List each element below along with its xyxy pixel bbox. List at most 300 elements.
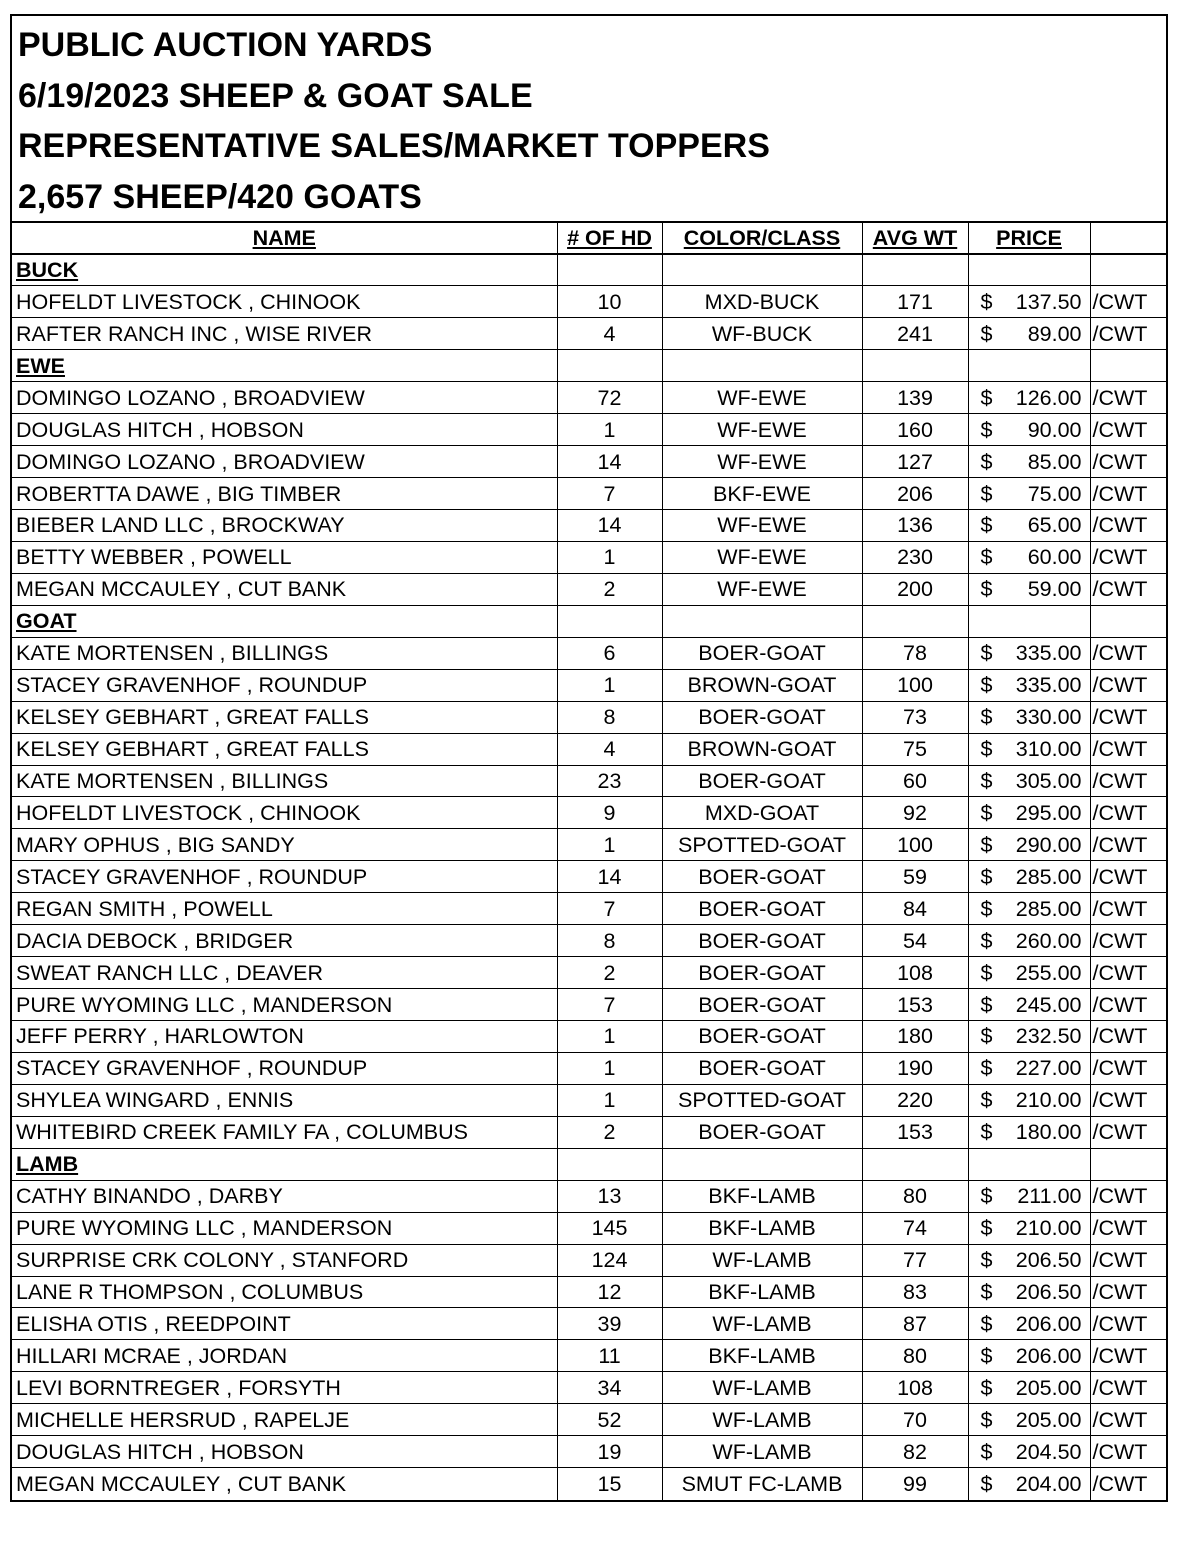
price-unit: /CWT [1090,637,1166,669]
color-class: BOER-GOAT [662,925,862,957]
sale-report [10,14,1168,1502]
currency-symbol: $ [980,1088,993,1113]
price-cell [968,1468,1090,1500]
currency-symbol: $ [980,832,993,857]
head-count: 1 [557,1084,662,1116]
avg-weight: 171 [862,286,968,318]
currency-symbol: $ [980,1471,993,1496]
report-title: PUBLIC AUCTION YARDS [18,26,433,64]
color-class: BOER-GOAT [662,637,862,669]
col-header-name: NAME [12,222,557,254]
col-header-unit [1090,222,1166,254]
price-cell [968,1436,1090,1468]
currency-symbol: $ [980,1184,993,1209]
table-row [12,925,1166,957]
price-unit: /CWT [1090,1021,1166,1053]
avg-weight: 160 [862,414,968,446]
color-class: WF-LAMB [662,1404,862,1436]
head-count: 1 [557,414,662,446]
price-cell [968,1372,1090,1404]
price-unit: /CWT [1090,1404,1166,1436]
price-value: 295.00 [1015,800,1082,825]
avg-weight: 73 [862,701,968,733]
color-class: WF-EWE [662,446,862,478]
table-row [12,733,1166,765]
head-count: 145 [557,1212,662,1244]
avg-weight: 200 [862,573,968,605]
avg-weight: 108 [862,1372,968,1404]
price-cell [968,957,1090,989]
price-cell [968,765,1090,797]
table-row [12,1308,1166,1340]
section-row [12,605,1166,637]
price-unit: /CWT [1090,510,1166,542]
price-cell [968,1084,1090,1116]
seller-name: MEGAN MCCAULEY , CUT BANK [12,1468,557,1500]
color-class: WF-LAMB [662,1308,862,1340]
head-count: 8 [557,925,662,957]
currency-symbol: $ [980,641,993,666]
color-class: BOER-GOAT [662,989,862,1021]
currency-symbol: $ [980,1024,993,1049]
table-row [12,861,1166,893]
color-class: BROWN-GOAT [662,733,862,765]
price-value: 335.00 [1015,673,1082,698]
seller-name: HOFELDT LIVESTOCK , CHINOOK [12,797,557,829]
seller-name: STACEY GRAVENHOF , ROUNDUP [12,669,557,701]
color-class: BOER-GOAT [662,701,862,733]
head-count: 52 [557,1404,662,1436]
seller-name: KELSEY GEBHART , GREAT FALLS [12,733,557,765]
seller-name: STACEY GRAVENHOF , ROUNDUP [12,861,557,893]
price-unit: /CWT [1090,1468,1166,1500]
empty-cell [557,605,662,637]
price-value: 126.00 [1015,385,1082,410]
empty-cell [662,1148,862,1180]
price-cell [968,861,1090,893]
empty-cell [1090,254,1166,286]
currency-symbol: $ [980,864,993,889]
price-unit: /CWT [1090,286,1166,318]
price-cell [968,1116,1090,1148]
head-count: 2 [557,1116,662,1148]
section-row [12,1148,1166,1180]
head-count: 124 [557,1244,662,1276]
seller-name: MARY OPHUS , BIG SANDY [12,829,557,861]
empty-cell [1090,605,1166,637]
color-class: BOER-GOAT [662,1116,862,1148]
head-count: 14 [557,861,662,893]
price-value: 206.50 [1015,1248,1082,1273]
price-value: 206.00 [1015,1343,1082,1368]
table-row [12,446,1166,478]
price-unit: /CWT [1090,1244,1166,1276]
seller-name: MICHELLE HERSRUD , RAPELJE [12,1404,557,1436]
table-row [12,510,1166,542]
currency-symbol: $ [980,1056,993,1081]
price-unit: /CWT [1090,669,1166,701]
seller-name: KELSEY GEBHART , GREAT FALLS [12,701,557,733]
currency-symbol: $ [980,1407,993,1432]
price-value: 75.00 [1027,481,1082,506]
price-value: 206.00 [1015,1311,1082,1336]
price-unit: /CWT [1090,989,1166,1021]
currency-symbol: $ [980,928,993,953]
currency-symbol: $ [980,896,993,921]
table-row [12,765,1166,797]
currency-symbol: $ [980,385,993,410]
price-cell [968,446,1090,478]
price-cell [968,1340,1090,1372]
price-value: 137.50 [1015,289,1082,314]
table-row [12,893,1166,925]
head-count: 2 [557,573,662,605]
head-count: 9 [557,797,662,829]
price-unit: /CWT [1090,1308,1166,1340]
price-unit: /CWT [1090,925,1166,957]
price-cell [968,925,1090,957]
price-value: 285.00 [1015,864,1082,889]
price-cell [968,541,1090,573]
empty-cell [862,1148,968,1180]
empty-cell [968,1148,1090,1180]
currency-symbol: $ [980,800,993,825]
price-unit: /CWT [1090,893,1166,925]
price-unit: /CWT [1090,829,1166,861]
currency-symbol: $ [980,1375,993,1400]
color-class: WF-EWE [662,414,862,446]
avg-weight: 100 [862,829,968,861]
head-count: 1 [557,829,662,861]
price-cell [968,893,1090,925]
price-cell [968,573,1090,605]
color-class: WF-EWE [662,510,862,542]
head-count: 1 [557,541,662,573]
section-title: EWE [12,350,557,382]
currency-symbol: $ [980,1248,993,1273]
avg-weight: 75 [862,733,968,765]
price-unit: /CWT [1090,957,1166,989]
color-class: BKF-LAMB [662,1340,862,1372]
table-row [12,1212,1166,1244]
color-class: BROWN-GOAT [662,669,862,701]
table-row [12,1244,1166,1276]
avg-weight: 190 [862,1052,968,1084]
color-class: BOER-GOAT [662,765,862,797]
price-unit: /CWT [1090,541,1166,573]
avg-weight: 100 [862,669,968,701]
table-row [12,478,1166,510]
price-value: 305.00 [1015,768,1082,793]
table-row [12,382,1166,414]
price-unit: /CWT [1090,318,1166,350]
color-class: BKF-LAMB [662,1212,862,1244]
head-count: 8 [557,701,662,733]
price-value: 232.50 [1015,1024,1082,1049]
head-count: 7 [557,893,662,925]
report-subtitle: REPRESENTATIVE SALES/MARKET TOPPERS [18,127,770,165]
sale-date-line: 6/19/2023 SHEEP & GOAT SALE [18,76,533,115]
price-value: 255.00 [1015,960,1082,985]
head-count: 2 [557,957,662,989]
price-unit: /CWT [1090,1180,1166,1212]
price-cell [968,637,1090,669]
section-row [12,254,1166,286]
price-value: 85.00 [1027,449,1082,474]
price-value: 211.00 [1017,1184,1082,1209]
empty-cell [662,350,862,382]
empty-cell [557,1148,662,1180]
table-row [12,573,1166,605]
price-cell [968,1212,1090,1244]
seller-name: DOMINGO LOZANO , BROADVIEW [12,446,557,478]
price-unit: /CWT [1090,1340,1166,1372]
section-title: BUCK [12,254,557,286]
avg-weight: 87 [862,1308,968,1340]
seller-name: ROBERTTA DAWE , BIG TIMBER [12,478,557,510]
seller-name: BIEBER LAND LLC , BROCKWAY [12,510,557,542]
head-count: 23 [557,765,662,797]
table-row [12,318,1166,350]
currency-symbol: $ [980,417,993,442]
head-count: 19 [557,1436,662,1468]
currency-symbol: $ [980,481,993,506]
seller-name: MEGAN MCCAULEY , CUT BANK [12,573,557,605]
price-value: 60.00 [1027,545,1082,570]
section-title: LAMB [12,1148,557,1180]
avg-weight: 180 [862,1021,968,1053]
avg-weight: 136 [862,510,968,542]
avg-weight: 77 [862,1244,968,1276]
price-cell [968,1308,1090,1340]
price-value: 260.00 [1015,928,1082,953]
color-class: SMUT FC-LAMB [662,1468,862,1500]
head-count: 4 [557,733,662,765]
price-unit: /CWT [1090,382,1166,414]
color-class: BOER-GOAT [662,957,862,989]
currency-symbol: $ [980,321,993,346]
head-count: 1 [557,1052,662,1084]
price-cell [968,1180,1090,1212]
price-cell [968,829,1090,861]
currency-symbol: $ [980,513,993,538]
seller-name: DACIA DEBOCK , BRIDGER [12,925,557,957]
table-row [12,286,1166,318]
empty-cell [1090,1148,1166,1180]
color-class: WF-EWE [662,382,862,414]
color-class: WF-LAMB [662,1372,862,1404]
price-unit: /CWT [1090,414,1166,446]
price-cell [968,510,1090,542]
avg-weight: 139 [862,382,968,414]
price-value: 290.00 [1015,832,1082,857]
color-class: SPOTTED-GOAT [662,1084,862,1116]
empty-cell [662,254,862,286]
price-unit: /CWT [1090,1276,1166,1308]
head-count: 39 [557,1308,662,1340]
currency-symbol: $ [980,673,993,698]
price-unit: /CWT [1090,1084,1166,1116]
avg-weight: 153 [862,1116,968,1148]
head-count: 12 [557,1276,662,1308]
price-value: 210.00 [1015,1216,1082,1241]
price-cell [968,1021,1090,1053]
avg-weight: 84 [862,893,968,925]
avg-weight: 82 [862,1436,968,1468]
seller-name: LEVI BORNTREGER , FORSYTH [12,1372,557,1404]
price-unit: /CWT [1090,1052,1166,1084]
head-count: 11 [557,1340,662,1372]
avg-weight: 230 [862,541,968,573]
price-value: 205.00 [1015,1407,1082,1432]
price-value: 204.00 [1015,1471,1082,1496]
price-value: 65.00 [1027,513,1082,538]
table-row [12,1404,1166,1436]
col-header-price: PRICE [968,222,1090,254]
avg-weight: 206 [862,478,968,510]
seller-name: SHYLEA WINGARD , ENNIS [12,1084,557,1116]
price-unit: /CWT [1090,573,1166,605]
table-row [12,1436,1166,1468]
section-row [12,350,1166,382]
empty-cell [662,605,862,637]
currency-symbol: $ [980,768,993,793]
seller-name: LANE R THOMPSON , COLUMBUS [12,1276,557,1308]
color-class: BKF-LAMB [662,1180,862,1212]
head-count: 13 [557,1180,662,1212]
seller-name: DOUGLAS HITCH , HOBSON [12,1436,557,1468]
table-row [12,1021,1166,1053]
empty-cell [968,254,1090,286]
section-title: GOAT [12,605,557,637]
head-count: 4 [557,318,662,350]
table-row [12,1468,1166,1500]
table-row [12,701,1166,733]
price-value: 245.00 [1015,992,1082,1017]
avg-weight: 80 [862,1180,968,1212]
price-cell [968,318,1090,350]
empty-cell [557,350,662,382]
price-cell [968,1276,1090,1308]
table-row [12,1276,1166,1308]
currency-symbol: $ [980,289,993,314]
col-header-head-count: # OF HD [557,222,662,254]
price-value: 205.00 [1015,1375,1082,1400]
color-class: SPOTTED-GOAT [662,829,862,861]
price-value: 59.00 [1027,577,1082,602]
head-count: 1 [557,1021,662,1053]
empty-cell [557,254,662,286]
price-cell [968,989,1090,1021]
color-class: BOER-GOAT [662,893,862,925]
head-count-line: 2,657 SHEEP/420 GOATS [18,177,422,216]
empty-cell [1090,350,1166,382]
seller-name: HILLARI MCRAE , JORDAN [12,1340,557,1372]
price-value: 90.00 [1027,417,1082,442]
price-cell [968,382,1090,414]
seller-name: SWEAT RANCH LLC , DEAVER [12,957,557,989]
seller-name: REGAN SMITH , POWELL [12,893,557,925]
price-unit: /CWT [1090,765,1166,797]
head-count: 15 [557,1468,662,1500]
seller-name: KATE MORTENSEN , BILLINGS [12,765,557,797]
table-row [12,1372,1166,1404]
empty-cell [862,254,968,286]
price-value: 89.00 [1027,321,1082,346]
price-unit: /CWT [1090,733,1166,765]
price-unit: /CWT [1090,797,1166,829]
table-row [12,797,1166,829]
price-cell [968,1052,1090,1084]
price-cell [968,701,1090,733]
table-row [12,957,1166,989]
price-value: 180.00 [1015,1120,1082,1145]
price-value: 206.50 [1015,1279,1082,1304]
col-header-color-class: COLOR/CLASS [662,222,862,254]
color-class: MXD-GOAT [662,797,862,829]
sales-table-body [12,254,1166,1500]
avg-weight: 54 [862,925,968,957]
price-value: 285.00 [1015,896,1082,921]
avg-weight: 74 [862,1212,968,1244]
seller-name: JEFF PERRY , HARLOWTON [12,1021,557,1053]
head-count: 7 [557,989,662,1021]
price-cell [968,1404,1090,1436]
seller-name: PURE WYOMING LLC , MANDERSON [12,989,557,1021]
table-row [12,669,1166,701]
price-value: 210.00 [1015,1088,1082,1113]
price-cell [968,669,1090,701]
seller-name: CATHY BINANDO , DARBY [12,1180,557,1212]
head-count: 1 [557,669,662,701]
price-unit: /CWT [1090,446,1166,478]
head-count: 14 [557,510,662,542]
currency-symbol: $ [980,960,993,985]
price-cell [968,1244,1090,1276]
empty-cell [862,350,968,382]
table-row [12,829,1166,861]
avg-weight: 241 [862,318,968,350]
table-row [12,637,1166,669]
seller-name: STACEY GRAVENHOF , ROUNDUP [12,1052,557,1084]
price-cell [968,797,1090,829]
color-class: BKF-EWE [662,478,862,510]
price-cell [968,414,1090,446]
table-row [12,1116,1166,1148]
seller-name: WHITEBIRD CREEK FAMILY FA , COLUMBUS [12,1116,557,1148]
head-count: 6 [557,637,662,669]
currency-symbol: $ [980,1216,993,1241]
currency-symbol: $ [980,992,993,1017]
price-cell [968,478,1090,510]
seller-name: KATE MORTENSEN , BILLINGS [12,637,557,669]
table-row [12,1340,1166,1372]
seller-name: DOMINGO LOZANO , BROADVIEW [12,382,557,414]
avg-weight: 220 [862,1084,968,1116]
avg-weight: 60 [862,765,968,797]
column-header-row [12,222,1166,254]
price-cell [968,733,1090,765]
table-row [12,1084,1166,1116]
empty-cell [968,605,1090,637]
seller-name: SURPRISE CRK COLONY , STANFORD [12,1244,557,1276]
table-row [12,541,1166,573]
seller-name: DOUGLAS HITCH , HOBSON [12,414,557,446]
color-class: WF-LAMB [662,1244,862,1276]
price-cell [968,286,1090,318]
table-row [12,1180,1166,1212]
price-value: 310.00 [1015,737,1082,762]
